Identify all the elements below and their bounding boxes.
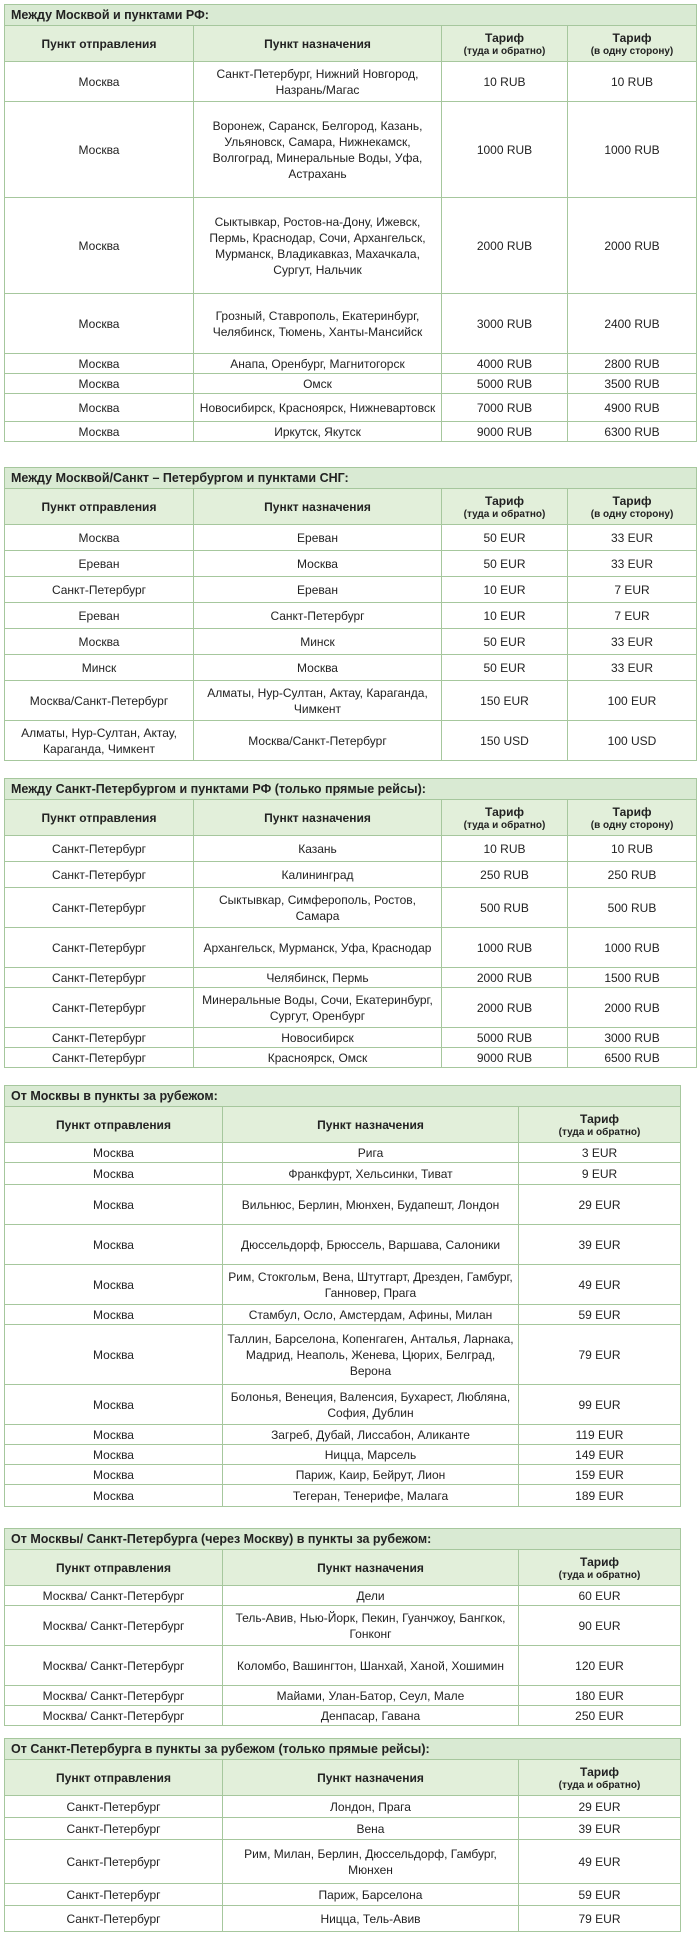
header-tariff-label: Тариф xyxy=(612,493,652,508)
cell-departure: Минск xyxy=(5,655,194,681)
table-row xyxy=(5,1385,681,1425)
cell-tariff-oneway: 2000 RUB xyxy=(568,988,697,1028)
cell-departure: Москва xyxy=(5,1485,223,1507)
cell-tariff-oneway: 33 EUR xyxy=(568,629,697,655)
cell-destination: Калининград xyxy=(194,862,442,888)
section-title: От Москвы в пункты за рубежом: xyxy=(5,1086,681,1107)
table-row xyxy=(5,1606,681,1646)
cell-tariff-roundtrip: 4000 RUB xyxy=(442,354,568,374)
header-departure: Пункт отправления xyxy=(5,1760,223,1796)
cell-tariff-oneway: 3000 RUB xyxy=(568,1028,697,1048)
cell-departure: Москва xyxy=(5,62,194,102)
cell-destination: Сыктывкар, Ростов-на-Дону, Ижевск, Пермь, Краснодар, Сочи, Архангельск, Мурманск, Владикавказ, Махачкала, Сургут, Нальчик xyxy=(194,198,442,294)
header-destination: Пункт назначения xyxy=(223,1760,519,1796)
header-tariff-label: Тариф xyxy=(580,1111,619,1126)
tariff-section xyxy=(4,1738,680,1932)
cell-destination: Париж, Барселона xyxy=(223,1884,519,1906)
table-row xyxy=(5,681,697,721)
table-row xyxy=(5,1265,681,1305)
table-row xyxy=(5,1706,681,1726)
header-tariff-roundtrip xyxy=(442,489,568,525)
cell-departure: Москва xyxy=(5,1385,223,1425)
header-tariff-label: Тариф xyxy=(580,1554,619,1569)
header-tariff-note: (туда и обратно) xyxy=(558,1126,641,1138)
table-row xyxy=(5,102,697,198)
cell-destination: Ереван xyxy=(194,525,442,551)
cell-departure: Москва xyxy=(5,1143,223,1163)
cell-tariff-roundtrip: 500 RUB xyxy=(442,888,568,928)
table-row xyxy=(5,1818,681,1840)
cell-destination: Майами, Улан-Батор, Сеул, Мале xyxy=(223,1686,519,1706)
cell-tariff-roundtrip: 50 EUR xyxy=(442,655,568,681)
table-row xyxy=(5,1884,681,1906)
cell-tariff-oneway: 500 RUB xyxy=(568,888,697,928)
cell-destination: Москва/Санкт-Петербург xyxy=(194,721,442,761)
cell-departure: Санкт-Петербург xyxy=(5,1818,223,1840)
cell-destination: Минеральные Воды, Сочи, Екатеринбург, Сургут, Оренбург xyxy=(194,988,442,1028)
table-row xyxy=(5,655,697,681)
cell-departure: Москва xyxy=(5,1185,223,1225)
cell-tariff-roundtrip: 3 EUR xyxy=(519,1143,681,1163)
cell-destination: Омск xyxy=(194,374,442,394)
cell-departure: Москва xyxy=(5,1425,223,1445)
cell-destination: Челябинск, Пермь xyxy=(194,968,442,988)
header-tariff-label: Тариф xyxy=(485,30,524,45)
cell-destination: Казань xyxy=(194,836,442,862)
cell-tariff-roundtrip: 50 EUR xyxy=(442,629,568,655)
table-row xyxy=(5,836,697,862)
cell-departure: Москва/ Санкт-Петербург xyxy=(5,1586,223,1606)
cell-tariff-roundtrip: 250 EUR xyxy=(519,1706,681,1726)
cell-tariff-roundtrip: 39 EUR xyxy=(519,1225,681,1265)
table-row xyxy=(5,862,697,888)
table-row xyxy=(5,928,697,968)
cell-tariff-oneway: 33 EUR xyxy=(568,655,697,681)
cell-tariff-roundtrip: 10 RUB xyxy=(442,836,568,862)
tariff-section xyxy=(4,1085,680,1507)
table-row xyxy=(5,62,697,102)
table-row xyxy=(5,1325,681,1385)
cell-departure: Ереван xyxy=(5,603,194,629)
header-departure: Пункт отправления xyxy=(5,26,194,62)
table-row xyxy=(5,422,697,442)
cell-departure: Санкт-Петербург xyxy=(5,968,194,988)
table-row xyxy=(5,968,697,988)
section-title: От Санкт-Петербурга в пункты за рубежом (только прямые рейсы): xyxy=(5,1739,681,1760)
table-row xyxy=(5,1445,681,1465)
tariff-table xyxy=(4,4,697,442)
table-row xyxy=(5,1305,681,1325)
cell-tariff-roundtrip: 29 EUR xyxy=(519,1185,681,1225)
cell-departure: Санкт-Петербург xyxy=(5,862,194,888)
cell-tariff-roundtrip: 7000 RUB xyxy=(442,394,568,422)
header-destination: Пункт назначения xyxy=(194,800,442,836)
header-tariff-note: (в одну сторону) xyxy=(590,45,674,57)
table-row xyxy=(5,1185,681,1225)
header-tariff-roundtrip xyxy=(442,800,568,836)
tariff-section xyxy=(4,467,696,761)
cell-departure: Москва xyxy=(5,629,194,655)
cell-destination: Москва xyxy=(194,551,442,577)
cell-tariff-oneway: 2800 RUB xyxy=(568,354,697,374)
cell-destination: Минск xyxy=(194,629,442,655)
cell-tariff-roundtrip: 59 EUR xyxy=(519,1884,681,1906)
cell-destination: Новосибирск, Красноярск, Нижневартовск xyxy=(194,394,442,422)
table-header-row xyxy=(5,1107,681,1143)
table-header-row xyxy=(5,800,697,836)
tariff-table xyxy=(4,467,697,761)
header-destination: Пункт назначения xyxy=(194,26,442,62)
header-tariff-note: (туда и обратно) xyxy=(463,45,546,57)
cell-tariff-roundtrip: 50 EUR xyxy=(442,551,568,577)
cell-departure: Санкт-Петербург xyxy=(5,577,194,603)
cell-destination: Франкфурт, Хельсинки, Тиват xyxy=(223,1163,519,1185)
header-destination: Пункт назначения xyxy=(223,1550,519,1586)
header-tariff-note: (туда и обратно) xyxy=(558,1569,641,1581)
header-tariff-label: Тариф xyxy=(485,804,524,819)
table-row xyxy=(5,1840,681,1884)
table-row xyxy=(5,525,697,551)
cell-tariff-roundtrip: 9000 RUB xyxy=(442,422,568,442)
cell-tariff-oneway: 10 RUB xyxy=(568,836,697,862)
header-tariff-label: Тариф xyxy=(612,30,652,45)
cell-tariff-roundtrip: 180 EUR xyxy=(519,1686,681,1706)
cell-departure: Санкт-Петербург xyxy=(5,1840,223,1884)
header-tariff-oneway xyxy=(568,800,697,836)
cell-destination: Ереван xyxy=(194,577,442,603)
table-header-row xyxy=(5,1550,681,1586)
cell-tariff-oneway: 7 EUR xyxy=(568,603,697,629)
table-row xyxy=(5,988,697,1028)
cell-destination: Рим, Стокгольм, Вена, Штутгарт, Дрезден, Гамбург, Ганновер, Прага xyxy=(223,1265,519,1305)
cell-destination: Иркутск, Якутск xyxy=(194,422,442,442)
cell-tariff-oneway: 2400 RUB xyxy=(568,294,697,354)
cell-tariff-oneway: 6300 RUB xyxy=(568,422,697,442)
cell-tariff-roundtrip: 120 EUR xyxy=(519,1646,681,1686)
cell-tariff-roundtrip: 3000 RUB xyxy=(442,294,568,354)
cell-tariff-oneway: 6500 RUB xyxy=(568,1048,697,1068)
table-row xyxy=(5,294,697,354)
tariff-table xyxy=(4,778,697,1068)
cell-destination: Красноярск, Омск xyxy=(194,1048,442,1068)
header-departure: Пункт отправления xyxy=(5,1107,223,1143)
table-row xyxy=(5,1485,681,1507)
cell-destination: Таллин, Барселона, Копенгаген, Анталья, Ларнака, Мадрид, Неаполь, Женева, Цюрих, Белград, Верона xyxy=(223,1325,519,1385)
cell-tariff-oneway: 1000 RUB xyxy=(568,102,697,198)
header-tariff-roundtrip xyxy=(519,1760,681,1796)
table-row xyxy=(5,1906,681,1932)
cell-departure: Алматы, Нур-Султан, Актау, Караганда, Чимкент xyxy=(5,721,194,761)
cell-destination: Болонья, Венеция, Валенсия, Бухарест, Любляна, София, Дублин xyxy=(223,1385,519,1425)
table-row xyxy=(5,374,697,394)
cell-destination: Загреб, Дубай, Лиссабон, Аликанте xyxy=(223,1425,519,1445)
table-row xyxy=(5,1465,681,1485)
header-tariff-oneway xyxy=(568,489,697,525)
cell-tariff-roundtrip: 9 EUR xyxy=(519,1163,681,1185)
cell-tariff-roundtrip: 150 USD xyxy=(442,721,568,761)
cell-tariff-roundtrip: 79 EUR xyxy=(519,1906,681,1932)
cell-tariff-oneway: 250 RUB xyxy=(568,862,697,888)
cell-departure: Москва xyxy=(5,1225,223,1265)
cell-departure: Ереван xyxy=(5,551,194,577)
table-row xyxy=(5,888,697,928)
cell-destination: Анапа, Оренбург, Магнитогорск xyxy=(194,354,442,374)
cell-departure: Москва xyxy=(5,422,194,442)
cell-departure: Санкт-Петербург xyxy=(5,1796,223,1818)
cell-tariff-roundtrip: 10 RUB xyxy=(442,62,568,102)
cell-tariff-roundtrip: 60 EUR xyxy=(519,1586,681,1606)
cell-departure: Москва xyxy=(5,1265,223,1305)
cell-tariff-roundtrip: 90 EUR xyxy=(519,1606,681,1646)
cell-tariff-roundtrip: 149 EUR xyxy=(519,1445,681,1465)
header-tariff-roundtrip xyxy=(519,1107,681,1143)
header-departure: Пункт отправления xyxy=(5,489,194,525)
cell-tariff-oneway: 33 EUR xyxy=(568,525,697,551)
cell-tariff-oneway: 3500 RUB xyxy=(568,374,697,394)
cell-departure: Санкт-Петербург xyxy=(5,888,194,928)
cell-departure: Москва xyxy=(5,374,194,394)
cell-tariff-roundtrip: 1000 RUB xyxy=(442,102,568,198)
cell-tariff-roundtrip: 59 EUR xyxy=(519,1305,681,1325)
section-title-row xyxy=(5,1086,681,1107)
cell-tariff-roundtrip: 189 EUR xyxy=(519,1485,681,1507)
table-row xyxy=(5,1686,681,1706)
cell-tariff-roundtrip: 1000 RUB xyxy=(442,928,568,968)
section-title-row xyxy=(5,1529,681,1550)
cell-departure: Москва/ Санкт-Петербург xyxy=(5,1646,223,1686)
cell-destination: Москва xyxy=(194,655,442,681)
cell-departure: Москва xyxy=(5,1465,223,1485)
cell-departure: Москва/ Санкт-Петербург xyxy=(5,1686,223,1706)
table-row xyxy=(5,1028,697,1048)
header-tariff-label: Тариф xyxy=(612,804,652,819)
table-row xyxy=(5,394,697,422)
table-header-row xyxy=(5,489,697,525)
header-tariff-oneway xyxy=(568,26,697,62)
cell-departure: Москва/ Санкт-Петербург xyxy=(5,1706,223,1726)
cell-tariff-roundtrip: 49 EUR xyxy=(519,1265,681,1305)
cell-departure: Москва xyxy=(5,198,194,294)
table-row xyxy=(5,1646,681,1686)
cell-destination: Денпасар, Гавана xyxy=(223,1706,519,1726)
cell-departure: Москва xyxy=(5,1305,223,1325)
cell-tariff-roundtrip: 150 EUR xyxy=(442,681,568,721)
cell-tariff-roundtrip: 5000 RUB xyxy=(442,1028,568,1048)
cell-destination: Дюссельдорф, Брюссель, Варшава, Салоники xyxy=(223,1225,519,1265)
cell-tariff-roundtrip: 2000 RUB xyxy=(442,198,568,294)
cell-destination: Грозный, Ставрополь, Екатеринбург, Челябинск, Тюмень, Ханты-Мансийск xyxy=(194,294,442,354)
tariff-table xyxy=(4,1528,681,1726)
cell-destination: Санкт-Петербург, Нижний Новгород, Назрань/Магас xyxy=(194,62,442,102)
cell-tariff-roundtrip: 250 RUB xyxy=(442,862,568,888)
cell-destination: Архангельск, Мурманск, Уфа, Краснодар xyxy=(194,928,442,968)
cell-destination: Стамбул, Осло, Амстердам, Афины, Милан xyxy=(223,1305,519,1325)
tariff-section xyxy=(4,1528,680,1726)
cell-tariff-oneway: 100 EUR xyxy=(568,681,697,721)
cell-tariff-oneway: 2000 RUB xyxy=(568,198,697,294)
table-row xyxy=(5,354,697,374)
cell-tariff-roundtrip: 5000 RUB xyxy=(442,374,568,394)
cell-departure: Москва xyxy=(5,354,194,374)
cell-destination: Санкт-Петербург xyxy=(194,603,442,629)
cell-tariff-roundtrip: 50 EUR xyxy=(442,525,568,551)
cell-tariff-roundtrip: 39 EUR xyxy=(519,1818,681,1840)
header-destination: Пункт назначения xyxy=(223,1107,519,1143)
cell-tariff-roundtrip: 119 EUR xyxy=(519,1425,681,1445)
table-row xyxy=(5,721,697,761)
header-tariff-note: (туда и обратно) xyxy=(463,819,546,831)
section-title-row xyxy=(5,1739,681,1760)
cell-destination: Вильнюс, Берлин, Мюнхен, Будапешт, Лондон xyxy=(223,1185,519,1225)
cell-destination: Лондон, Прага xyxy=(223,1796,519,1818)
header-destination: Пункт назначения xyxy=(194,489,442,525)
table-row xyxy=(5,1048,697,1068)
cell-departure: Санкт-Петербург xyxy=(5,988,194,1028)
cell-tariff-oneway: 1000 RUB xyxy=(568,928,697,968)
tariff-section xyxy=(4,4,696,442)
header-tariff-note: (в одну сторону) xyxy=(590,508,674,520)
header-tariff-label: Тариф xyxy=(485,493,524,508)
cell-departure: Москва xyxy=(5,1445,223,1465)
table-header-row xyxy=(5,1760,681,1796)
table-row xyxy=(5,629,697,655)
cell-destination: Рига xyxy=(223,1143,519,1163)
cell-departure: Санкт-Петербург xyxy=(5,836,194,862)
cell-tariff-roundtrip: 10 EUR xyxy=(442,603,568,629)
cell-tariff-oneway: 100 USD xyxy=(568,721,697,761)
cell-destination: Вена xyxy=(223,1818,519,1840)
cell-destination: Новосибирск xyxy=(194,1028,442,1048)
tariff-table xyxy=(4,1738,681,1932)
tariff-section xyxy=(4,778,696,1068)
cell-departure: Москва xyxy=(5,1325,223,1385)
cell-destination: Ницца, Тель-Авив xyxy=(223,1906,519,1932)
header-tariff-note: (туда и обратно) xyxy=(558,1779,641,1791)
header-tariff-roundtrip xyxy=(442,26,568,62)
cell-departure: Москва xyxy=(5,102,194,198)
tariff-table xyxy=(4,1085,681,1507)
section-title-row xyxy=(5,779,697,800)
cell-departure: Санкт-Петербург xyxy=(5,928,194,968)
cell-destination: Воронеж, Саранск, Белгород, Казань, Ульяновск, Самара, Нижнекамск, Волгоград, Минеральные Воды, Уфа, Астрахань xyxy=(194,102,442,198)
cell-destination: Коломбо, Вашингтон, Шанхай, Ханой, Хошимин xyxy=(223,1646,519,1686)
cell-destination: Тель-Авив, Нью-Йорк, Пекин, Гуанчжоу, Бангкок, Гонконг xyxy=(223,1606,519,1646)
table-row xyxy=(5,551,697,577)
cell-tariff-oneway: 10 RUB xyxy=(568,62,697,102)
cell-tariff-roundtrip: 2000 RUB xyxy=(442,968,568,988)
cell-destination: Дели xyxy=(223,1586,519,1606)
cell-tariff-roundtrip: 49 EUR xyxy=(519,1840,681,1884)
header-tariff-label: Тариф xyxy=(580,1764,619,1779)
table-row xyxy=(5,1163,681,1185)
table-row xyxy=(5,603,697,629)
cell-tariff-roundtrip: 9000 RUB xyxy=(442,1048,568,1068)
cell-tariff-roundtrip: 159 EUR xyxy=(519,1465,681,1485)
cell-tariff-oneway: 4900 RUB xyxy=(568,394,697,422)
table-row xyxy=(5,1143,681,1163)
header-tariff-roundtrip xyxy=(519,1550,681,1586)
table-header-row xyxy=(5,26,697,62)
cell-tariff-roundtrip: 29 EUR xyxy=(519,1796,681,1818)
cell-tariff-roundtrip: 79 EUR xyxy=(519,1325,681,1385)
cell-departure: Санкт-Петербург xyxy=(5,1048,194,1068)
cell-departure: Москва/ Санкт-Петербург xyxy=(5,1606,223,1646)
section-title: От Москвы/ Санкт-Петербурга (через Москву) в пункты за рубежом: xyxy=(5,1529,681,1550)
table-row xyxy=(5,198,697,294)
cell-departure: Москва xyxy=(5,525,194,551)
cell-destination: Алматы, Нур-Султан, Актау, Караганда, Чимкент xyxy=(194,681,442,721)
cell-destination: Париж, Каир, Бейрут, Лион xyxy=(223,1465,519,1485)
section-title-row xyxy=(5,5,697,26)
cell-tariff-oneway: 1500 RUB xyxy=(568,968,697,988)
section-title: Между Санкт-Петербургом и пунктами РФ (только прямые рейсы): xyxy=(5,779,697,800)
cell-departure: Москва/Санкт-Петербург xyxy=(5,681,194,721)
cell-tariff-oneway: 7 EUR xyxy=(568,577,697,603)
header-departure: Пункт отправления xyxy=(5,1550,223,1586)
section-title: Между Москвой и пунктами РФ: xyxy=(5,5,697,26)
cell-tariff-oneway: 33 EUR xyxy=(568,551,697,577)
cell-tariff-roundtrip: 99 EUR xyxy=(519,1385,681,1425)
table-row xyxy=(5,1586,681,1606)
cell-departure: Москва xyxy=(5,1163,223,1185)
cell-tariff-roundtrip: 2000 RUB xyxy=(442,988,568,1028)
cell-destination: Тегеран, Тенерифе, Малага xyxy=(223,1485,519,1507)
cell-departure: Москва xyxy=(5,294,194,354)
cell-departure: Санкт-Петербург xyxy=(5,1884,223,1906)
header-departure: Пункт отправления xyxy=(5,800,194,836)
header-tariff-note: (в одну сторону) xyxy=(590,819,674,831)
cell-destination: Ницца, Марсель xyxy=(223,1445,519,1465)
table-row xyxy=(5,577,697,603)
cell-destination: Рим, Милан, Берлин, Дюссельдорф, Гамбург, Мюнхен xyxy=(223,1840,519,1884)
cell-tariff-roundtrip: 10 EUR xyxy=(442,577,568,603)
table-row xyxy=(5,1796,681,1818)
cell-departure: Москва xyxy=(5,394,194,422)
cell-departure: Санкт-Петербург xyxy=(5,1906,223,1932)
section-title: Между Москвой/Санкт – Петербургом и пунктами СНГ: xyxy=(5,468,697,489)
cell-destination: Сыктывкар, Симферополь, Ростов, Самара xyxy=(194,888,442,928)
cell-departure: Санкт-Петербург xyxy=(5,1028,194,1048)
section-title-row xyxy=(5,468,697,489)
table-row xyxy=(5,1425,681,1445)
table-row xyxy=(5,1225,681,1265)
header-tariff-note: (туда и обратно) xyxy=(463,508,546,520)
